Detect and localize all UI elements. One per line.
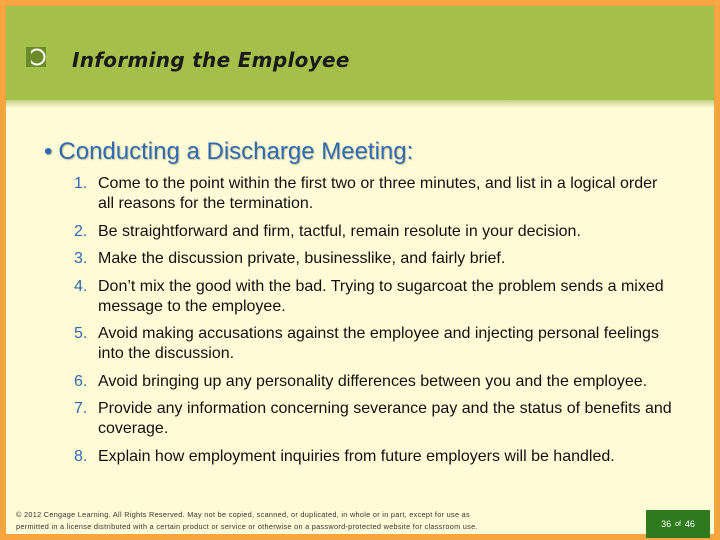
title-shadow <box>6 100 714 108</box>
item-number: 6. <box>74 372 88 390</box>
slide-title: Informing the Employee <box>72 48 350 72</box>
list-item <box>74 324 674 364</box>
list-item <box>74 277 674 317</box>
slide-logo-icon <box>26 47 46 67</box>
item-number: 5. <box>74 325 88 342</box>
item-text: Provide any information concerning severance pay and the status of benefits and coverage. <box>98 400 672 437</box>
item-text: Be straightforward and firm, tactful, remain resolute in your decision. <box>98 222 581 240</box>
page-number-badge <box>646 510 710 538</box>
page-current: 36 <box>661 519 672 529</box>
item-number: 4. <box>74 277 88 295</box>
section-heading <box>44 138 413 166</box>
list-item <box>74 399 674 439</box>
item-text: Make the discussion private, businesslike, and fairly brief. <box>98 250 506 267</box>
item-text: Explain how employment inquiries from future employers will be handled. <box>98 447 615 465</box>
list-item <box>74 222 674 242</box>
title-bar <box>6 6 714 100</box>
item-text: Avoid bringing up any personality differences between you and the employee. <box>98 372 648 390</box>
heading-bullet: • <box>44 138 53 165</box>
item-number: 1. <box>74 175 88 192</box>
item-number: 2. <box>74 222 88 240</box>
copyright-line-2: permitted in a license distributed with a certain product or service or otherwise on a password-protected website for classroom use. <box>16 522 478 531</box>
item-text: Avoid making accusations against the employee and injecting personal feelings into the discussion. <box>98 325 659 362</box>
item-number: 3. <box>74 250 88 267</box>
copyright-line-1: © 2012 Cengage Learning. All Rights Reserved. May not be copied, scanned, or duplicated, in whole or in part, except for use as <box>16 510 470 519</box>
page-separator: of <box>675 520 681 528</box>
list-item <box>74 174 674 214</box>
list-item <box>74 372 674 392</box>
page-total: 46 <box>684 519 695 529</box>
item-number: 8. <box>74 447 88 465</box>
list-item <box>74 249 674 269</box>
item-text: Come to the point within the first two or three minutes, and list in a logical order all reasons for the termination. <box>98 175 658 212</box>
item-text: Don’t mix the good with the bad. Trying to sugarcoat the problem sends a mixed message to the employee. <box>98 277 664 315</box>
slide <box>6 6 714 534</box>
copyright-footer <box>16 509 556 533</box>
list-item <box>74 447 674 467</box>
item-number: 7. <box>74 400 88 417</box>
heading-text: Conducting a Discharge Meeting: <box>58 138 414 165</box>
guideline-list <box>74 174 674 474</box>
